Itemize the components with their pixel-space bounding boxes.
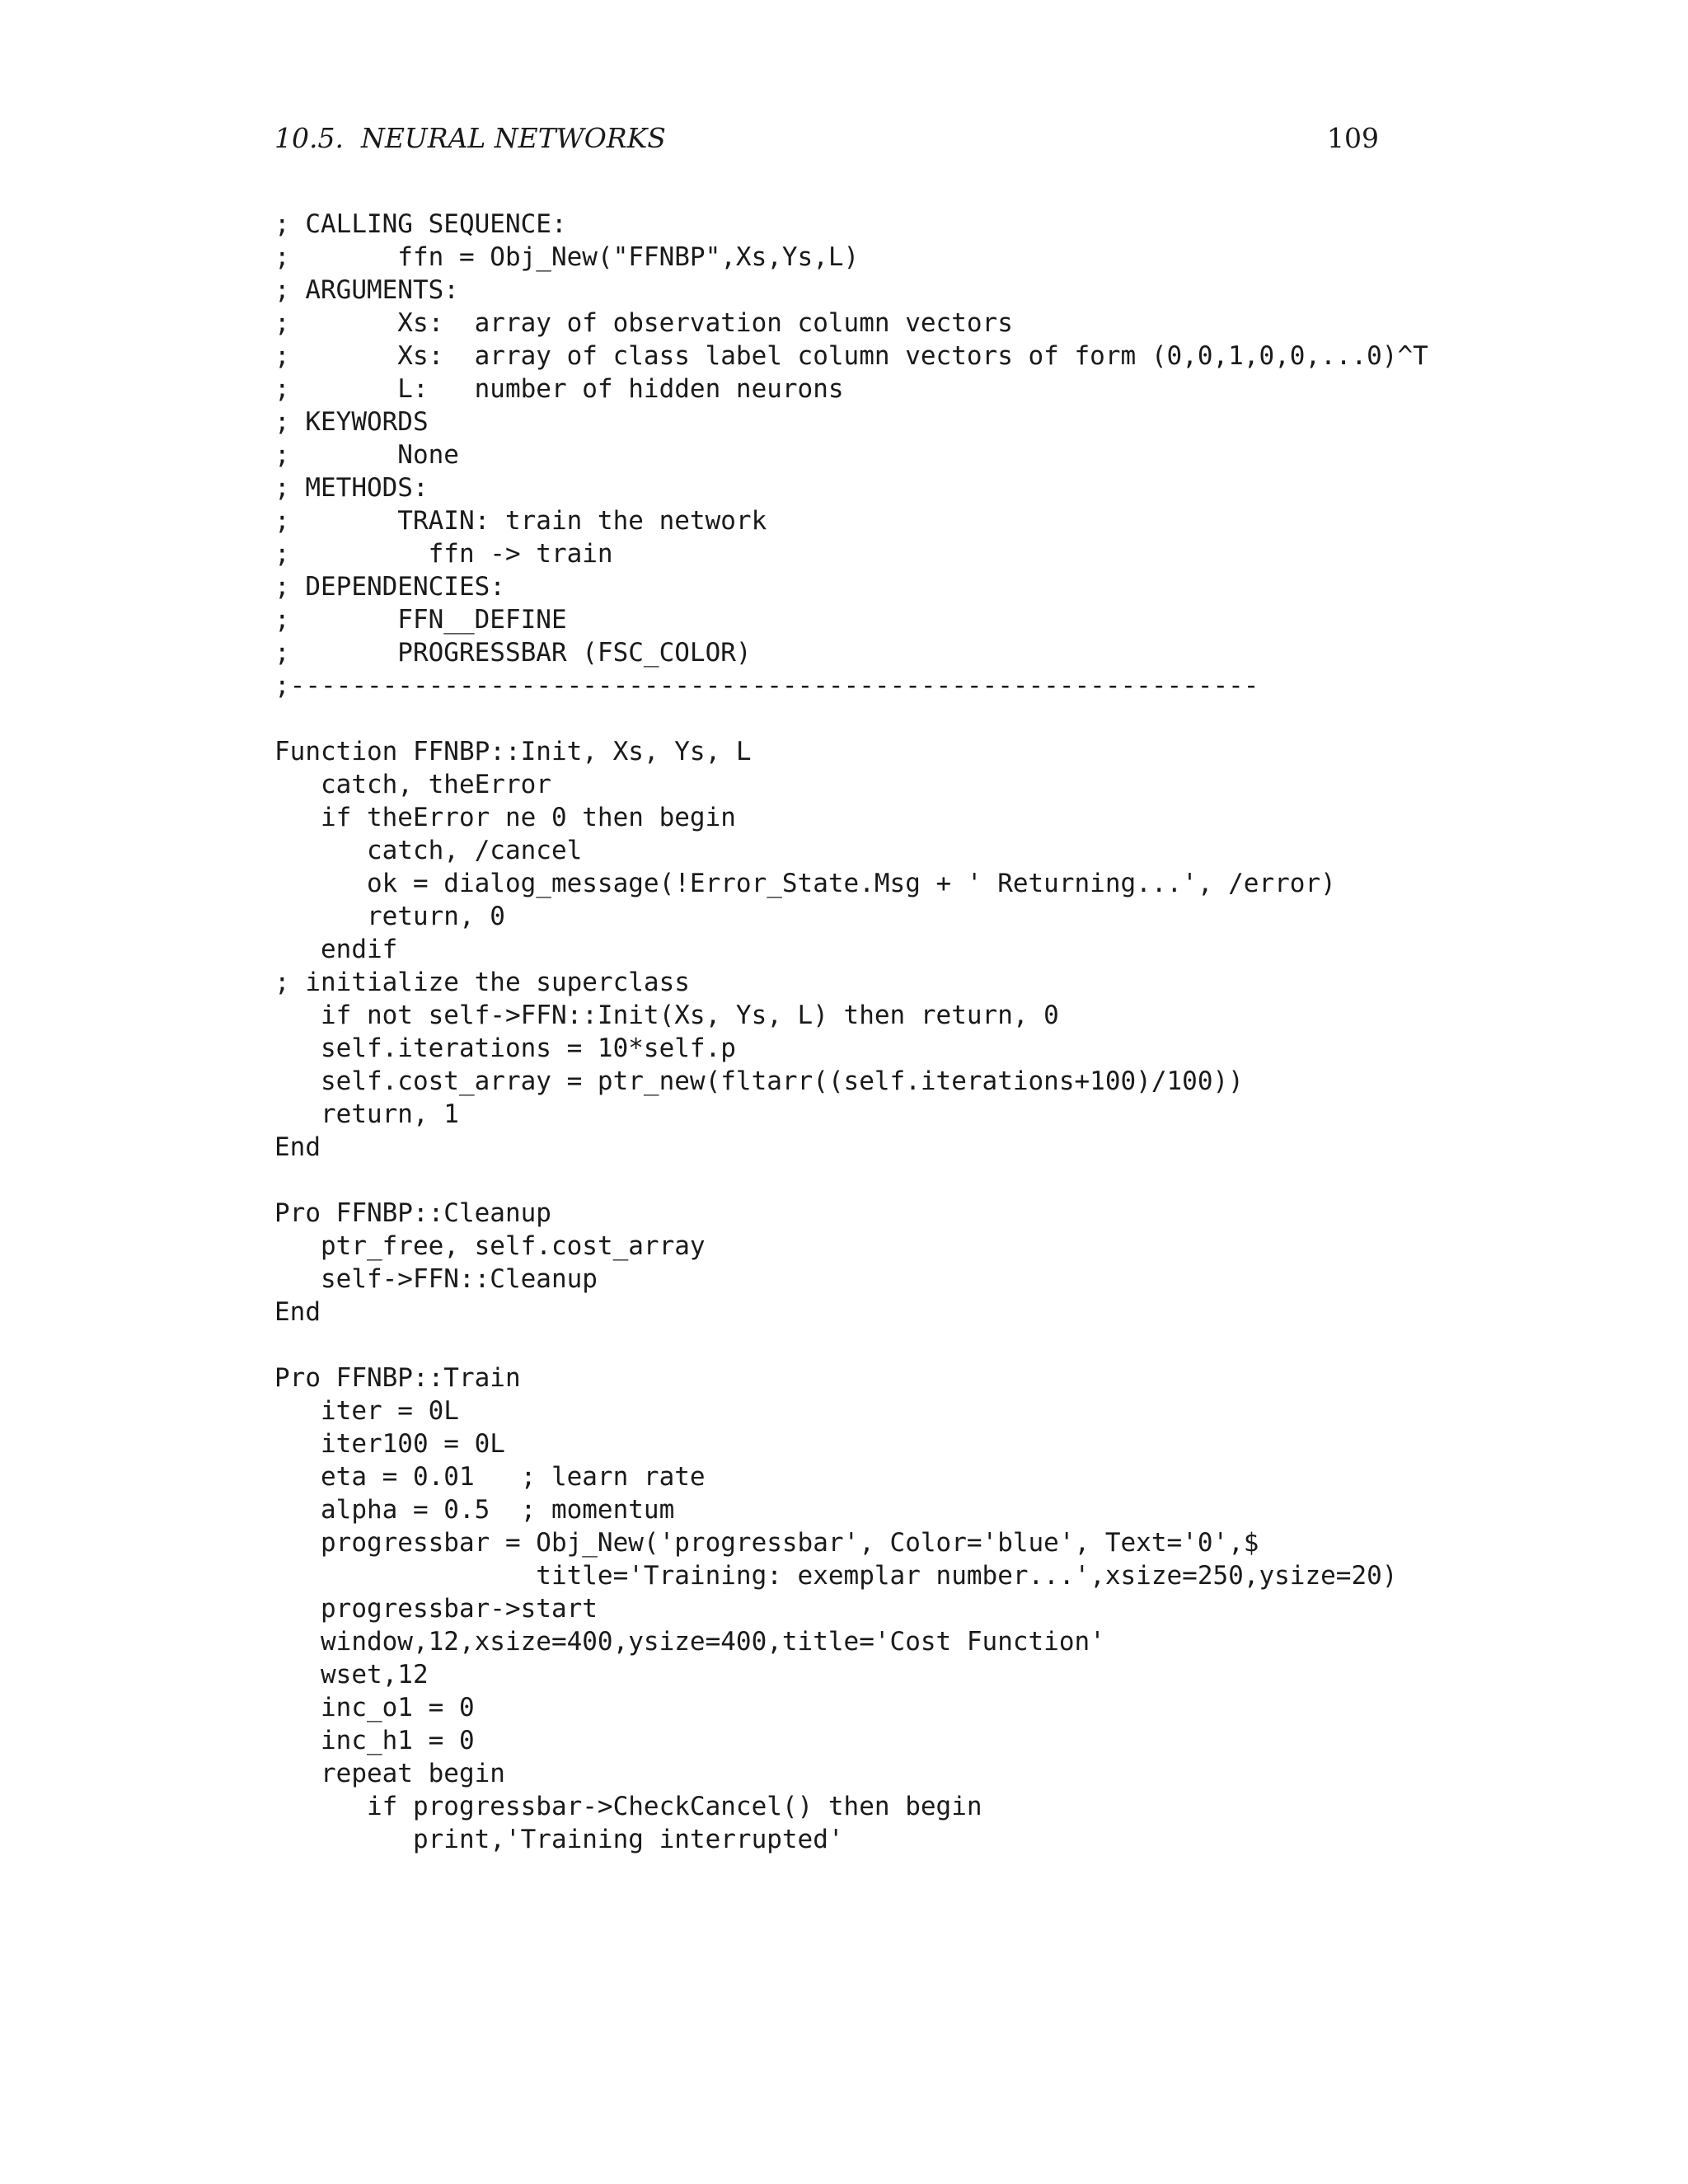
code-line: repeat begin [274,1759,505,1788]
code-line: ; DEPENDENCIES: [274,572,505,602]
code-line: progressbar->start [274,1594,598,1624]
code-line: endif [274,935,398,964]
code-line [274,1329,1428,1361]
code-line: return, 0 [274,902,505,931]
code-line: self.iterations = 10*self.p [274,1033,736,1063]
code-line: ; CALLING SEQUENCE: [274,209,567,239]
code-line [274,702,1428,735]
code-line: ; FFN__DEFINE [274,605,567,635]
code-line: ; ffn = Obj_New("FFNBP",Xs,Ys,L) [274,242,860,272]
code-line: ; Xs: array of class label column vectors of form (0,0,1,0,0,...0)^T [274,341,1428,371]
code-line: self->FFN::Cleanup [274,1264,598,1294]
code-line: eta = 0.01 ; learn rate [274,1462,706,1492]
code-line: ptr_free, self.cost_array [274,1231,706,1261]
code-line: catch, /cancel [274,836,583,865]
code-line: print,'Training interrupted' [274,1825,844,1854]
code-line: if theError ne 0 then begin [274,803,736,832]
code-line: iter = 0L [274,1396,459,1426]
code-line: ; None [274,440,459,470]
code-line: ; initialize the superclass [274,968,690,997]
code-line: inc_o1 = 0 [274,1693,475,1722]
code-line: window,12,xsize=400,ysize=400,title='Cost Function' [274,1627,1105,1657]
code-line: if not self->FFN::Init(Xs, Ys, L) then return, 0 [274,1001,1059,1030]
code-line [274,1164,1428,1197]
code-line: wset,12 [274,1660,429,1690]
code-line: if progressbar->CheckCancel() then begin [274,1792,982,1821]
code-line: Pro FFNBP::Train [274,1363,521,1393]
code-line: ok = dialog_message(!Error_State.Msg + ' Returning...', /error) [274,869,1336,898]
code-line: ; ARGUMENTS: [274,275,459,305]
running-header [274,122,1379,171]
code-line: ; KEYWORDS [274,407,429,437]
code-line: End [274,1297,321,1327]
code-line: End [274,1132,321,1162]
code-line: inc_h1 = 0 [274,1726,475,1755]
code-line: self.cost_array = ptr_new(fltarr((self.iterations+100)/100)) [274,1066,1244,1096]
code-line: ; METHODS: [274,473,429,503]
page-number: 109 [1327,122,1379,154]
code-line: ; PROGRESSBAR (FSC_COLOR) [274,638,752,668]
code-line: alpha = 0.5 ; momentum [274,1495,675,1525]
code-line: ; L: number of hidden neurons [274,374,844,404]
code-line: ; Xs: array of observation column vectors [274,308,1013,338]
section-title: 10.5. NEURAL NETWORKS [274,122,666,154]
code-line: catch, theError [274,770,551,799]
code-line: ;--------------------------------------------------------------- [274,671,1259,701]
code-line: ; TRAIN: train the network [274,506,767,536]
code-line: Function FFNBP::Init, Xs, Ys, L [274,737,752,766]
code-line: title='Training: exemplar number...',xsize=250,ysize=20) [274,1561,1398,1591]
code-line: Pro FFNBP::Cleanup [274,1198,551,1228]
code-line: iter100 = 0L [274,1429,505,1459]
code-line: ; ffn -> train [274,539,613,569]
code-line: progressbar = Obj_New('progressbar', Color='blue', Text='0',$ [274,1528,1259,1558]
code-line: return, 1 [274,1099,459,1129]
code-listing [274,208,1428,1856]
